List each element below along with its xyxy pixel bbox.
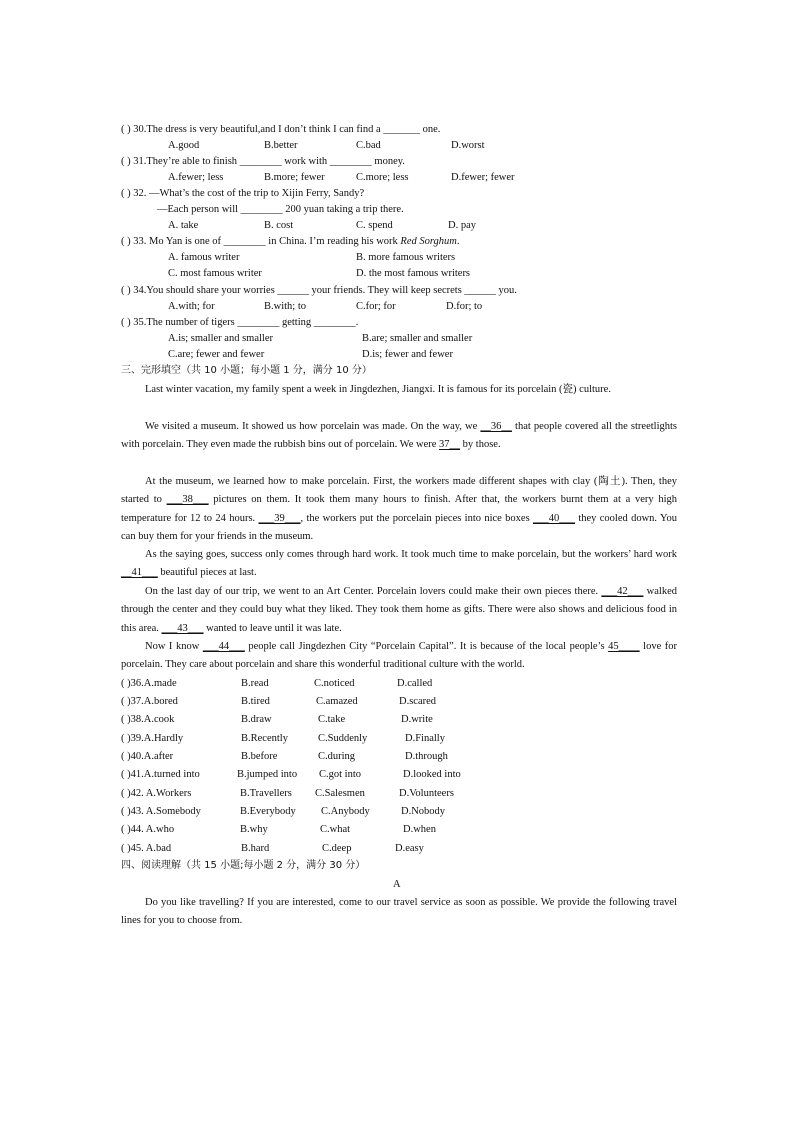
cloze-paragraph-2 [121,418,677,455]
text: that people covered all the streetlights with porcelain. They even made the rubbish bins out of porcelain. We were [121,421,678,451]
text: On the last day of our trip, we went to an Art Center. Porcelain lovers could make their own pieces there. [145,586,602,597]
question-34: ( ) 34.You should share your worries ______ your friends. They will keep secrets ______ you. [121,285,517,296]
option-c: C.more; less [356,172,409,183]
option-b: B.jumped into [237,769,298,780]
option-b: B.Travellers [240,788,292,799]
option-c: C.Salesmen [315,788,365,799]
option-d: D.through [405,751,448,762]
option-d: D.Volunteers [399,788,454,799]
text: Now I know [145,641,203,652]
cloze-option-42: ( )42. A.Workers [121,788,192,799]
option-b: B.before [241,751,278,762]
option-b: B. more famous writers [356,252,456,263]
blank-43: ___43___ [161,622,204,634]
question-32-line2: —Each person will ________ 200 yuan taking a trip there. [157,204,404,215]
option-d: D. pay [448,220,476,231]
text: they cooled down. You can buy them for your friends in the museum. [121,512,677,542]
text: love for porcelain. They care about porcelain and share this wonderful traditional culture with the world. [121,641,677,671]
blank-42: ___42___ [601,586,644,597]
cloze-option-38: ( )38.A.cook [121,714,175,725]
option-c: C.for; for [356,301,396,312]
text: At the museum, we learned how to make porcelain. First, the workers made different shapes with clay (陶土). Then, they started to [121,476,677,506]
option-b: B.Everybody [240,806,296,817]
option-d: D.scared [399,696,437,707]
option-c: C. spend [356,220,393,231]
passage-label: A [393,879,401,890]
blank-45: 45____ [608,641,640,652]
text: people call Jingdezhen City “Porcelain Capital”. It is because of the local people’s [244,641,609,652]
text: , the workers put the porcelain pieces into nice boxes [300,512,533,524]
option-c: C.Suddenly [318,733,368,744]
cloze-option-43: ( )43. A.Somebody [121,806,201,817]
option-d: D.easy [395,843,424,854]
blank-38: ___38___ [166,494,209,506]
option-a: A.with; for [168,301,215,312]
cloze-paragraph-1: Last winter vacation, my family spent a week in Jingdezhen, Jiangxi. It is famous for its porcelain (瓷) culture. [145,384,611,395]
blank-44: ___44___ [202,641,245,652]
option-c: C. most famous writer [168,268,262,279]
option-b: B.with; to [264,301,307,312]
text: by those. [460,439,501,451]
option-a: A.good [168,140,200,151]
question-33 [121,235,460,249]
blank-37: 37__ [439,439,461,451]
option-b: B.better [264,140,298,151]
cloze-option-44: ( )44. A.who [121,824,175,835]
option-b: B.more; fewer [264,172,325,183]
question-30: ( ) 30.The dress is very beautiful,and I don’t think I can find a _______ one. [121,124,441,135]
option-d: D.worst [451,140,485,151]
text: wanted to leave until it was late. [203,622,342,634]
option-c: C.during [318,751,356,762]
option-c: C.amazed [316,696,358,707]
option-d: D.write [401,714,433,725]
option-c: C.deep [322,843,352,854]
option-b: B.tired [241,696,270,707]
option-d: D.fewer; fewer [451,172,515,183]
option-d: D.Finally [405,733,445,744]
option-b: B.why [240,824,268,835]
blank-41: __41___ [121,567,158,579]
section-heading-cloze: 三、完形填空（共 10 小题；每小题 1 分，满分 10 分） [121,365,372,376]
question-35: ( ) 35.The number of tigers ________ getting ________. [121,317,359,328]
option-a: A. take [168,220,199,231]
option-a: A.is; smaller and smaller [168,333,273,344]
option-b: B. cost [264,220,294,231]
question-33-end: . [456,236,460,247]
text: As the saying goes, success only comes through hard work. It took much time to make porcelain, but the workers’ hard work [145,549,677,560]
option-c: C.noticed [314,678,355,689]
option-c: C.what [320,824,351,835]
option-d: D. the most famous writers [356,268,471,279]
cloze-paragraph-5 [121,583,677,638]
option-c: C.take [318,714,346,725]
option-d: D.is; fewer and fewer [362,349,453,360]
text: pictures on them. It took them many hours to finish. After that, the workers burnt them at a very high temperature for 12 to 24 hours. [121,494,678,524]
option-b: B.draw [241,714,272,725]
option-d: D.Nobody [401,806,446,817]
reading-intro: Do you like travelling? If you are interested, come to our travel service as soon as possible. We provide the following travel lines for you to choose from. [121,897,677,927]
blank-40: ___40___ [533,512,575,524]
blank-39: ___39___ [258,512,301,524]
section-heading-reading: 四、阅读理解（共 15 小题;每小题 2 分，满分 30 分） [121,860,366,871]
book-title: Red Sorghum [400,236,457,247]
option-c: C.bad [356,140,381,151]
option-b: B.read [241,678,269,689]
cloze-option-45: ( )45. A.bad [121,843,172,854]
cloze-paragraph-6 [121,638,677,675]
question-31: ( ) 31.They’re able to finish ________ work with ________ money. [121,156,405,167]
cloze-option-37: ( )37.A.bored [121,696,178,707]
text: walked through the center and they could buy what they liked. They took them home as gifts. There were also shows and delicious food in this area. [121,586,677,634]
option-d: D.called [397,678,433,689]
question-33-text: ( ) 33. Mo Yan is one of ________ in China. I’m reading his work [121,236,401,247]
option-d: D.when [403,824,436,835]
option-d: D.looked into [403,769,461,780]
option-c: C.are; fewer and fewer [168,349,265,360]
blank-36: __36__ [480,421,512,432]
option-b: B.Recently [241,733,288,744]
option-c: C.got into [319,769,362,780]
option-a: A. famous writer [168,252,240,263]
option-d: D.for; to [446,301,483,312]
cloze-option-40: ( )40.A.after [121,751,174,762]
option-c: C.Anybody [321,806,370,817]
cloze-paragraph-4 [121,546,677,583]
cloze-paragraph-3 [121,473,677,546]
cloze-option-36: ( )36.A.made [121,678,177,689]
cloze-option-39: ( )39.A.Hardly [121,733,184,744]
cloze-option-41: ( )41.A.turned into [121,769,200,780]
text: We visited a museum. It showed us how porcelain was made. On the way, we [145,421,481,432]
option-b: B.are; smaller and smaller [362,333,473,344]
text: beautiful pieces at last. [157,567,257,579]
option-a: A.fewer; less [168,172,224,183]
option-b: B.hard [241,843,270,854]
question-32: ( ) 32. —What’s the cost of the trip to Xijin Ferry, Sandy? [121,188,365,199]
